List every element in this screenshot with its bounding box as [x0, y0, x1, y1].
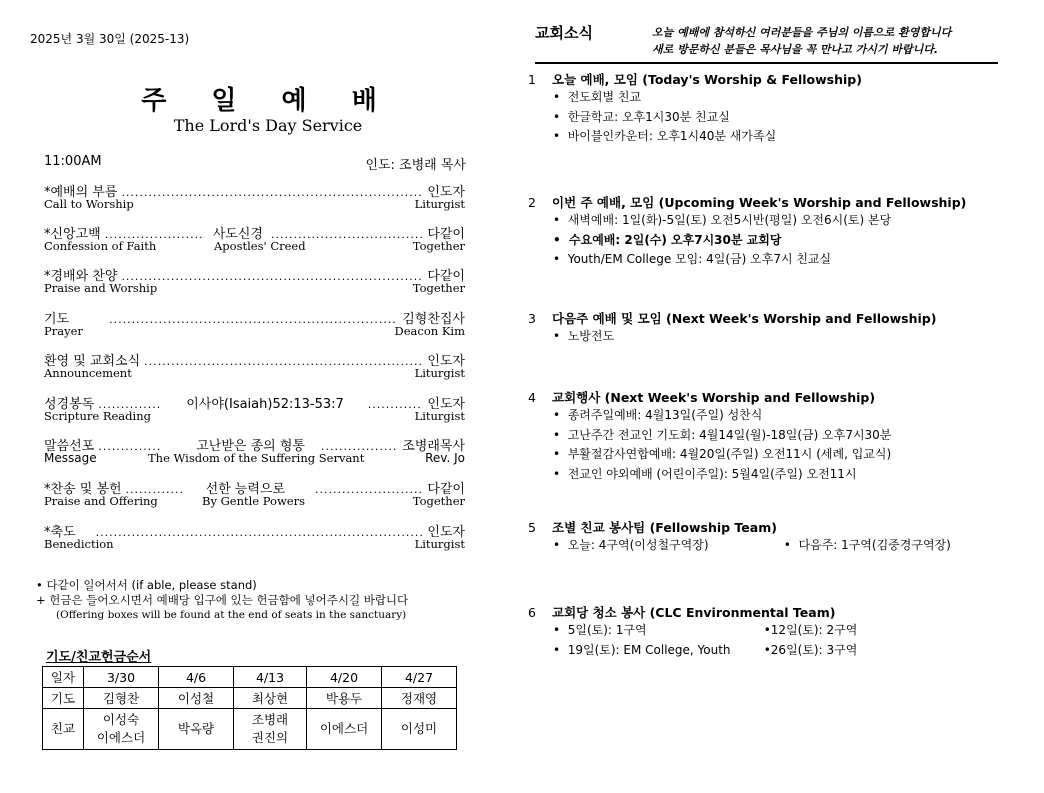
section-title: 교회행사 (Next Week's Worship and Fellowship) — [552, 390, 876, 405]
order-item-call-to-worship — [44, 181, 465, 215]
order-role-en: Liturgist — [414, 366, 465, 380]
table-cell: 친교 — [43, 709, 84, 750]
hymn-title-english: By Gentle Powers — [202, 494, 306, 508]
order-label-en: Announcement — [44, 366, 132, 380]
list-item: • 수요예배: 2일(수) 오후7시30분 교회당 — [553, 232, 782, 247]
list-item: • 한글학교: 오후1시30분 친교실 — [553, 109, 730, 124]
order-role: 조병래목사 — [402, 439, 465, 454]
order-role-en: Liturgist — [414, 537, 465, 551]
prayer-offering-schedule — [42, 666, 457, 750]
list-item: • 고난주간 전교인 기도회: 4월14일(월)-18일(금) 오후7시30분 — [553, 427, 892, 442]
section-number: 6 — [528, 605, 536, 620]
offering-note: + 헌금은 들어오시면서 예배당 입구에 있는 헌금함에 넣어주시길 바랍니다 — [36, 593, 409, 607]
order-detail-en: Apostles' Creed — [214, 239, 306, 253]
order-item-announcement — [44, 350, 465, 384]
service-time: 11:00AM — [44, 154, 102, 169]
section-title: 이번 주 예배, 모임 (Upcoming Week's Worship and Fellowship) — [552, 195, 967, 210]
section-title: 오늘 예배, 모임 (Today's Worship & Fellowship) — [552, 72, 862, 87]
list-item: • 5일(토): 1구역 •12일(토): 2구역 — [553, 623, 858, 637]
list-item: • 새벽예배: 1일(화)-5일(토) 오전5시반(평일) 오전6시(토) 본당 — [553, 213, 892, 227]
table-cell: 일자 — [43, 667, 84, 688]
sermon-title-korean: 고난받은 종의 형통 — [196, 439, 305, 454]
section-title: 조별 친교 봉사팀 (Fellowship Team) — [552, 520, 777, 535]
order-detail: 사도신경 — [212, 227, 263, 242]
schedule-header-row — [43, 667, 457, 688]
list-item: • 19일(토): EM College, Youth •26일(토): 3구역 — [553, 642, 858, 657]
section-title: 교회당 청소 봉사 (CLC Environmental Team) — [552, 605, 836, 620]
order-label-ko: *찬송 및 봉헌 — [44, 482, 122, 497]
order-role: 인도자 — [427, 354, 465, 369]
order-role-en: Liturgist — [414, 197, 465, 211]
table-cell: 정재영 — [382, 688, 457, 709]
order-item-scripture — [44, 393, 465, 427]
table-cell: 기도 — [43, 688, 84, 709]
order-label-en: Call to Worship — [44, 197, 134, 211]
order-item-benediction — [44, 521, 465, 555]
order-role-en: Deacon Kim — [394, 324, 465, 338]
table-cell: 이성철 — [159, 688, 234, 709]
order-item-message — [44, 435, 465, 469]
table-cell: 김형찬 — [84, 688, 159, 709]
sermon-title-english: The Wisdom of the Suffering Servant — [148, 451, 365, 465]
news-section-events — [528, 388, 998, 484]
welcome-line-1: 오늘 예배에 참석하신 여러분들을 주님의 이름으로 환영합니다 — [652, 26, 952, 39]
order-label-ko: 성경봉독 — [44, 397, 95, 412]
list-item: • 오늘: 4구역(이성철구역장) • 다음주: 1구역(김중경구역장) — [553, 538, 951, 552]
order-label-ko: *축도 — [44, 525, 76, 540]
stand-note: • 다같이 일어서서 (if able, please stand) — [36, 578, 257, 592]
table-cell: 4/27 — [382, 667, 457, 688]
order-item-confession — [44, 223, 465, 257]
table-cell: 최상현 — [234, 688, 307, 709]
order-item-offering — [44, 478, 465, 512]
table-cell: 4/20 — [307, 667, 382, 688]
schedule-fellowship-row — [43, 709, 457, 750]
order-role: 다같이 — [427, 227, 465, 242]
list-item: • 노방전도 — [553, 329, 615, 343]
order-label-en: Message — [44, 451, 97, 465]
order-label-ko: 환영 및 교회소식 — [44, 354, 141, 369]
list-item: • 부활절감사연합예배: 4월20일(주일) 오전11시 (세례, 입교식) — [553, 447, 892, 461]
order-label-en: Praise and Worship — [44, 281, 158, 295]
list-item: • 바이블인카운터: 오후1시40분 새가족실 — [553, 129, 777, 143]
order-role: 다같이 — [427, 269, 465, 284]
section-number: 1 — [528, 72, 536, 87]
order-item-praise-worship — [44, 265, 465, 299]
list-item: • 전교인 야외예배 (어린이주일): 5월4일(주일) 오전11시 — [553, 466, 857, 481]
order-item-prayer — [44, 308, 465, 342]
offering-note-english: (Offering boxes will be found at the end of seats in the sanctuary) — [56, 609, 407, 621]
order-role-en: Together — [412, 281, 465, 295]
list-item: • Youth/EM College 모임: 4일(금) 오후7시 친교실 — [553, 252, 832, 266]
table-cell: 4/13 — [234, 667, 307, 688]
section-number: 3 — [528, 311, 536, 326]
table-cell: 4/6 — [159, 667, 234, 688]
order-label-ko: 기도 — [44, 312, 70, 327]
hymn-title-korean: 선한 능력으로 — [205, 482, 286, 497]
order-role-en: Rev. Jo — [425, 451, 465, 465]
list-item: • 전도회별 친교 — [553, 90, 642, 104]
table-cell: 박옥량 — [159, 709, 234, 750]
news-welcome — [652, 24, 951, 58]
order-label-en: Benediction — [44, 537, 114, 551]
order-role-en: Together — [412, 239, 465, 253]
order-detail: 이사야(Isaiah)52:13-53:7 — [186, 397, 344, 412]
order-label-ko: *신앙고백 — [44, 227, 101, 242]
schedule-prayer-row — [43, 688, 457, 709]
order-role-en: Together — [412, 494, 465, 508]
section-number: 4 — [528, 390, 536, 405]
order-role: 김형찬집사 — [402, 312, 465, 327]
order-role-en: Liturgist — [414, 409, 465, 423]
table-cell: 이성미 — [382, 709, 457, 750]
news-section-fellowship-team — [528, 518, 998, 556]
order-label-ko: 말씀선포 — [44, 439, 95, 454]
service-title-english: The Lord's Day Service — [173, 116, 363, 135]
order-label-ko: *경배와 찬양 — [44, 269, 118, 284]
order-role: 인도자 — [427, 397, 465, 412]
order-role: 다같이 — [427, 482, 465, 497]
service-notes — [36, 578, 408, 623]
service-leader: 인도: 조병래 목사 — [365, 158, 466, 173]
order-label-en: Praise and Offering — [44, 494, 158, 508]
news-section-upcoming — [528, 193, 998, 270]
service-title-korean: 주 일 예 배 — [141, 86, 395, 116]
list-item: • 종려주일예배: 4월13일(주일) 성찬식 — [553, 408, 763, 422]
news-section-next-week — [528, 309, 998, 347]
welcome-line-2: 새로 방문하신 분들은 목사님을 꼭 만나고 가시기 바랍니다. — [652, 43, 939, 56]
bulletin-date: 2025년 3월 30일 (2025-13) — [30, 32, 190, 46]
news-title: 교회소식 — [535, 24, 593, 42]
table-cell: 이에스더 — [307, 709, 382, 750]
order-label-en: Prayer — [44, 324, 83, 338]
news-section-cleaning-team — [528, 603, 998, 660]
order-label-en: Confession of Faith — [44, 239, 157, 253]
section-title: 다음주 예배 및 모임 (Next Week's Worship and Fellowship) — [552, 311, 937, 326]
table-cell: 3/30 — [84, 667, 159, 688]
table-cell: 이성숙 이에스더 — [84, 709, 159, 750]
table-cell: 조병래 권진의 — [234, 709, 307, 750]
section-number: 2 — [528, 195, 536, 210]
order-label-ko: *예배의 부름 — [44, 185, 118, 200]
order-role: 인도자 — [427, 185, 465, 200]
schedule-title: 기도/친교헌금순서 — [46, 650, 152, 665]
news-section-today — [528, 70, 998, 147]
section-number: 5 — [528, 520, 536, 535]
order-role: 인도자 — [427, 525, 465, 540]
table-cell: 박용두 — [307, 688, 382, 709]
divider — [535, 62, 998, 64]
order-label-en: Scripture Reading — [44, 409, 151, 423]
